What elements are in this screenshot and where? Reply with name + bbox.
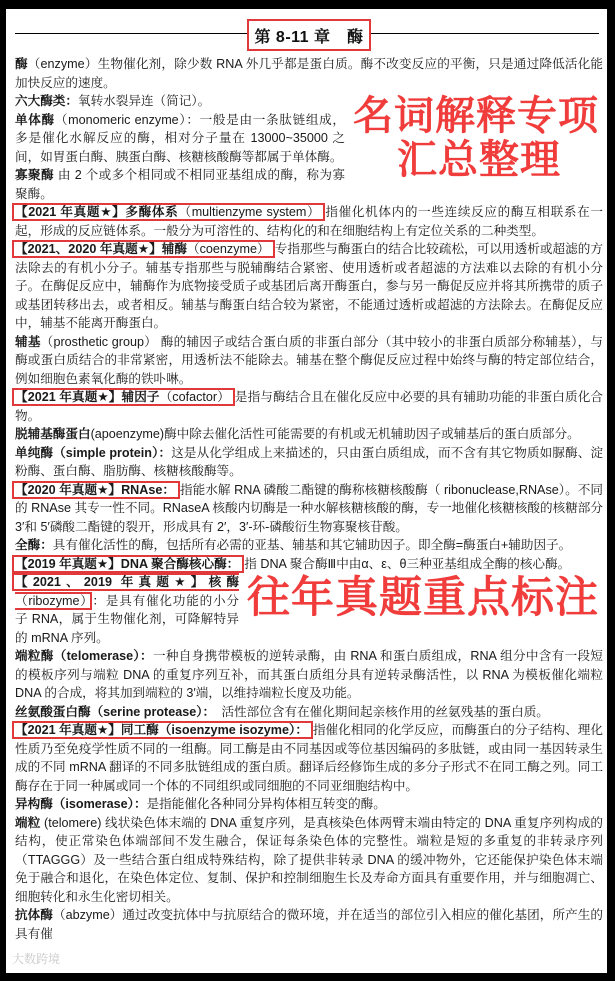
entry-term-english: （enzyme） — [27, 57, 98, 71]
entry-term: 端粒 — [15, 815, 41, 830]
entry-term: 核酶 — [208, 575, 240, 589]
entry-definition: 是指能催化各种同分异构体相互转变的酶。 — [146, 797, 386, 811]
entry-term-english: （ribozyme） — [15, 593, 88, 608]
entry-definition: 一种自身携带模板的逆转录酶，由 RNA 和蛋白质组成，RNA 组分中含有一段短的模板序列与端粒 DNA 的重复序列互补，而其蛋白质组分具有逆转录酶活性，以 RNA 为模板催化端粒 DNA 的合成，将其加到端粒的 3′端，以维持端粒长度及功能。 — [15, 649, 603, 700]
glossary-entry — [15, 795, 603, 814]
entry-definition: 由 2 个或多个相同或不相同亚基组成的酶，称为寡聚酶。 — [15, 168, 345, 201]
glossary-entry — [15, 203, 603, 240]
overlay-heading-2: 汇总整理 — [397, 137, 561, 183]
exam-year-tag: 【2020 年真题★】 — [15, 482, 122, 497]
entry-term: 单体酶 — [15, 112, 55, 127]
exam-highlight-box — [12, 240, 275, 258]
entry-term: 酶 — [15, 57, 28, 71]
entry-term: 六大酶类： — [15, 94, 78, 108]
glossary-entry — [15, 444, 603, 481]
entry-definition: 指催化机体内的一些连续反应的酶互相联系在一起，形成的反应链体系。一般分为可溶性的、结构化的和在细胞结构上有定位关系的二种类型。 — [15, 205, 604, 238]
entry-term: 抗体酶 — [15, 908, 53, 922]
entry-definition: ：是具有催化功能的小分子 RNA，属于生物催化剂，可降解特异的 mRNA 序列。 — [15, 593, 240, 645]
chapter-title: 第 8-11 章 酶 — [247, 19, 371, 51]
entry-term-english: （coenzyme） — [186, 242, 270, 256]
glossary-entry — [15, 481, 603, 537]
entry-term: 全酶： — [15, 538, 53, 552]
glossary-entry — [15, 814, 603, 907]
entry-definition: 这是从化学组成上来描述的，只由蛋白质组成，而不含有其它物质如脲酶、淀粉酶、蛋白酶、脂肪酶、核糖核酸酶等。 — [15, 445, 604, 478]
exam-highlight-box — [12, 721, 313, 739]
entry-term: 异构酶（isomerase）： — [15, 797, 147, 811]
entry-definition: 指 DNA 聚合酶Ⅲ中由α、ε、θ三种亚基组成全酶的核心酶。 — [244, 556, 571, 571]
entry-definition: 酶的辅因子或结合蛋白质的非蛋白部分（其中较小的非蛋白质部分称辅基），与酶或蛋白质结合的非常紧密，用透析法不能除去。辅基在整个酶促反应过程中始终与酶的特定部位结合，例如细胞色素氧化酶的铁卟啉。 — [15, 334, 604, 386]
entry-term: 同工酶（isoenzyme isozyme）： — [120, 723, 308, 737]
glossary-entry — [15, 55, 603, 92]
glossary-entry — [15, 906, 603, 943]
overlay-heading-group — [353, 94, 599, 182]
exam-highlight-box — [12, 203, 325, 221]
entry-term: 辅基 — [15, 334, 41, 349]
entry-term-english: （prosthetic group） — [40, 334, 158, 349]
exam-year-tag: 【2019 年真题★】 — [15, 556, 121, 571]
entry-term: 单纯酶（simple protein）： — [15, 445, 172, 460]
entry-definition: 生物催化剂，除少数 RNA 外几乎都是蛋白质。酶不改变反应的平衡，只是通过降低活化能加快反应的速度。 — [15, 57, 604, 90]
entry-definition: 酶中除去催化活性可能需要的有机或无机辅助因子或辅基后的蛋白质部分。 — [164, 427, 580, 441]
entry-term: 多酶体系 — [125, 205, 179, 219]
glossary-entry — [15, 721, 603, 795]
entry-definition: 专指那些与酶蛋白的结合比较疏松，可以用透析或超滤的方法除去的有机小分子。辅基专指那些与脱辅酶结合紧密、使用透析或者超滤的方法难以去除的有机小分子。在酶促反应中，辅酶作为底物接受质子或基团后离开酶蛋白，参与另一酶促反应并将其所携带的质子或基团转移出去，或者相反。辅基与酶蛋白结合较为紧密，不能通过透析或超滤的方法除去。在酶促反应中，辅基不能离开酶蛋白。 — [15, 242, 604, 330]
entry-term: 脱辅基酶蛋白 — [15, 427, 91, 441]
glossary-entry — [15, 425, 603, 444]
exam-year-tag: 【2021 年真题★】 — [15, 390, 122, 404]
glossary-entry — [15, 240, 603, 333]
entry-definition: 氧转水裂异连（简记）。 — [77, 94, 211, 108]
entry-term: 丝氨酸蛋白酶（serine protease）： — [15, 704, 209, 719]
exam-highlight-box — [12, 555, 244, 573]
entry-term: RNAse： — [121, 482, 176, 497]
entry-term-english: （multienzyme system） — [178, 205, 321, 219]
entry-term-english: （monomeric enzyme） — [54, 112, 187, 127]
glossary-entry — [15, 647, 603, 703]
watermark: 大数跨境 — [12, 952, 61, 966]
glossary-entry — [15, 703, 603, 722]
exam-year-tag: 【2021、2020 年真题★】 — [15, 242, 162, 256]
entry-definition: ：一般是由一条肽链组成，多是催化水解反应的酶，相对分子量在 13000~35000 之间，如胃蛋白酶、胰蛋白酶、核糖核酸酶等都属于单体酶。 — [15, 112, 346, 164]
glossary-entry — [15, 333, 603, 389]
entry-term-english: (apoenzyme) — [90, 427, 165, 441]
entry-term: 辅因子 — [121, 390, 160, 404]
exam-highlight-box — [12, 481, 180, 499]
entry-definition: 具有催化活性的酶，包括所有必需的亚基、辅基和其它辅助因子。即全酶=酶蛋白+辅助因子。 — [52, 538, 572, 552]
entry-term: 端粒酶（telomerase）： — [15, 649, 153, 663]
entry-definition: 活性部位含有在催化期间起亲核作用的丝氨残基的蛋白质。 — [208, 704, 549, 719]
exam-year-tag: 【2021 年真题★】 — [15, 723, 121, 737]
entry-definition: 指能水解 RNA 磷酸二酯键的酶称核糖核酸酶（ ribonuclease,RNAse）。不同的 RNAse 其专一性不同。RNaseA 核酸内切酶是一种水解核糖核酸的酶，专一地催化核糖核酸的核糖部分 3′和 5′磷酸二酯键的裂开，形成具有 2′，3′-环-磷酸衍生物寡聚核苷酸。 — [15, 482, 603, 534]
entry-definition: 通过改变抗体中与抗原结合的微环境，并在适当的部位引入相应的催化基团，所产生的具有催 — [15, 908, 603, 941]
overlay-heading-3: 往年真题重点标注 — [247, 573, 599, 623]
entry-term-english: （abzyme） — [52, 908, 123, 922]
glossary-content — [15, 55, 603, 943]
entry-definition: 是指与酶结合且在催化反应中必要的具有辅助功能的非蛋白质化合物。 — [15, 390, 603, 423]
document-page — [6, 9, 607, 973]
entry-term-english: (telomere) — [40, 815, 106, 830]
entry-term: 寡聚酶 — [15, 168, 54, 182]
entry-term: DNA 聚合酶核心酶： — [120, 556, 240, 571]
entry-definition: 线状染色体末端的 DNA 重复序列，是真核染色体两臂末端由特定的 DNA 重复序列构成的结构，使正常染色体端部间不发生融合，保证每条染色体的完整性。端粒是短的多重复的非转录序列（TTAGGG）及一些结合蛋白组成特殊结构，除了提供非转录 DNA 的缓冲物外，它还能保护染色体末端免于融合和退化，在染色体定位、复制、保护和控制细胞生长及寿命方面具有重要作用，并与细胞凋亡、细胞转化和永生化密切相关。 — [15, 815, 603, 904]
glossary-entry — [15, 536, 603, 555]
glossary-entry — [15, 555, 603, 574]
exam-year-tag: 【2021、2019 年真题★】 — [15, 575, 209, 589]
exam-highlight-box — [12, 388, 235, 406]
exam-year-tag: 【2021 年真题★】 — [15, 205, 126, 219]
overlay-heading-1: 名词解释专项 — [353, 93, 599, 139]
overlay-heading-group — [247, 575, 599, 622]
entry-term: 辅酶 — [161, 242, 187, 256]
glossary-entry — [15, 388, 603, 425]
entry-definition: 指催化相同的化学反应，而酶蛋白的分子结构、理化性质乃至免疫学性质不同的一组酶。同工酶是由不同基因或等位基因编码的多肽链，或由同一基因转录生成的不同 mRNA 翻译的不同多肽链组成的蛋白质。翻译后经修饰生成的多分子形式不在同工酶之列。同工酶存在于同一种属或同一个体的不同组织或同细胞的不同亚细胞结构中。 — [15, 723, 604, 793]
entry-term-english: （cofactor） — [159, 390, 230, 404]
